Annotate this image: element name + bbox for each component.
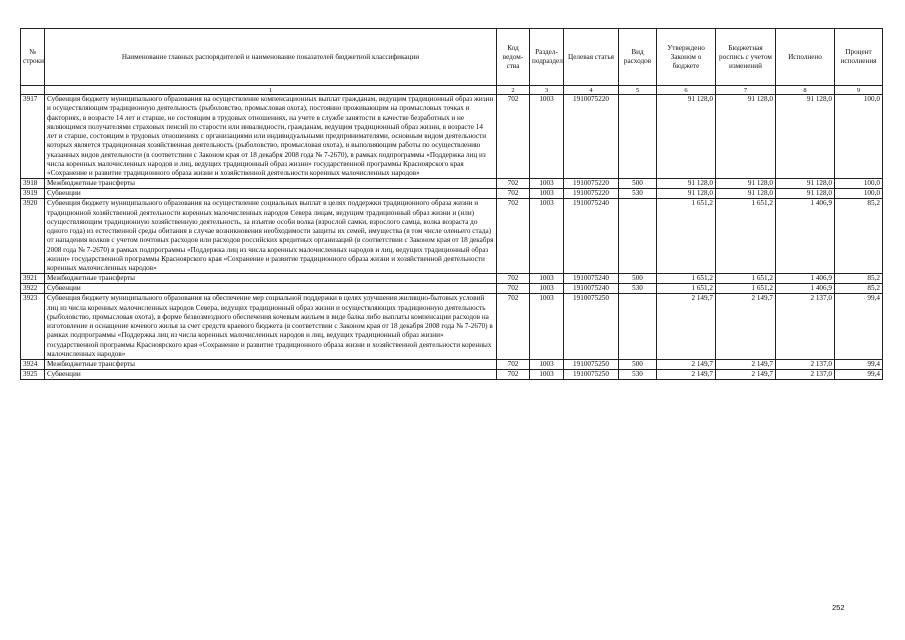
row-ved: 702 — [497, 274, 530, 284]
row-procent: 99,4 — [835, 370, 883, 380]
row-ispolneno: 91 128,0 — [776, 189, 835, 199]
row-utverzhdeno: 91 128,0 — [657, 179, 716, 189]
header-razdel: Раздел-подраздел — [530, 29, 564, 86]
row-utverzhdeno: 1 651,2 — [657, 199, 716, 274]
row-utverzhdeno: 2 149,7 — [657, 294, 716, 360]
row-ispolneno: 91 128,0 — [776, 95, 835, 179]
row-vid: 500 — [619, 179, 657, 189]
row-utverzhdeno: 91 128,0 — [657, 189, 716, 199]
row-utverzhdeno: 1 651,2 — [657, 274, 716, 284]
row-vid: 530 — [619, 370, 657, 380]
row-name: Межбюджетные трансферты — [45, 360, 497, 370]
table-row — [21, 294, 883, 360]
table-row — [21, 95, 883, 179]
row-number: 3920 — [21, 199, 45, 274]
row-name: Субвенции — [45, 284, 497, 294]
budget-table-sheet — [20, 28, 882, 380]
header-rospis: Бюджетная роспись с учетом изменений — [716, 29, 776, 86]
row-vid — [619, 95, 657, 179]
row-ispolneno: 1 406,9 — [776, 199, 835, 274]
header-celevaya: Целевая статья — [564, 29, 619, 86]
row-razdel: 1003 — [530, 95, 564, 179]
row-ved: 702 — [497, 199, 530, 274]
header-vid: Вид расходов — [619, 29, 657, 86]
row-procent: 100,0 — [835, 95, 883, 179]
row-razdel: 1003 — [530, 294, 564, 360]
header-utverzhdeno: Утверждено Законом о бюджете — [657, 29, 716, 86]
row-name: Субвенции — [45, 370, 497, 380]
row-ispolneno: 1 406,9 — [776, 274, 835, 284]
row-rospis: 2 149,7 — [716, 370, 776, 380]
row-name: Субвенции — [45, 189, 497, 199]
row-ispolneno: 1 406,9 — [776, 284, 835, 294]
row-razdel: 1003 — [530, 284, 564, 294]
colnum: 6 — [657, 86, 716, 95]
row-rospis: 2 149,7 — [716, 360, 776, 370]
row-vid: 530 — [619, 189, 657, 199]
row-procent: 85,2 — [835, 199, 883, 274]
row-razdel: 1003 — [530, 274, 564, 284]
row-celevaya: 1910075220 — [564, 95, 619, 179]
colnum: 7 — [716, 86, 776, 95]
row-celevaya: 1910075220 — [564, 179, 619, 189]
row-rospis: 91 128,0 — [716, 95, 776, 179]
table-row — [21, 284, 883, 294]
row-procent: 85,2 — [835, 284, 883, 294]
row-name: Межбюджетные трансферты — [45, 179, 497, 189]
table-row — [21, 179, 883, 189]
row-razdel: 1003 — [530, 370, 564, 380]
row-number: 3917 — [21, 95, 45, 179]
row-ved: 702 — [497, 284, 530, 294]
row-celevaya: 1910075240 — [564, 199, 619, 274]
colnum — [21, 86, 45, 95]
header-procent: Процент исполнения — [835, 29, 883, 86]
row-ved: 702 — [497, 95, 530, 179]
row-ispolneno: 91 128,0 — [776, 179, 835, 189]
row-rospis: 1 651,2 — [716, 274, 776, 284]
row-rospis: 1 651,2 — [716, 199, 776, 274]
row-vid: 500 — [619, 274, 657, 284]
row-name: Межбюджетные трансферты — [45, 274, 497, 284]
row-vid — [619, 294, 657, 360]
row-ved: 702 — [497, 179, 530, 189]
row-celevaya: 1910075250 — [564, 360, 619, 370]
row-procent: 100,0 — [835, 179, 883, 189]
row-procent: 99,4 — [835, 360, 883, 370]
row-ved: 702 — [497, 360, 530, 370]
row-procent: 99,4 — [835, 294, 883, 360]
row-name: Субвенция бюджету муниципального образования на осуществление компенсационных выплат гражданам, ведущим традиционный образ жизни и осуществляющим традиционную деятельность (рыболовство, промысловая охота), постоянно проживающим на промысловых точках и факториях, в возрасте 14 лет и старше, не состоящим в трудовых отношениях, на учете в службе занятости в качестве безработных и не являющимся получателями страховых пенсий по старости или инвалидности, гражданам, ведущим традиционный образ жизни, в возрасте 14 лет и старше, состоящим в трудовых отношениях с организациями или индивидуальными предпринимателями, основным видом деятельности которых является традиционная хозяйственная деятельность (рыболовство, промысловая охота), и выполняющим работы по осуществлению указанных видов деятельности (в соответствии с Законом края от 18 декабря 2008 года № 7-2670), в рамках подпрограммы «Поддержка лиц из числа коренных малочисленных народов и лиц, ведущих традиционный образ жизни» государственной программы Красноярского края «Сохранение и развитие традиционного образа жизни и хозяйственной деятельности коренных малочисленных народов» — [45, 95, 497, 179]
row-rospis: 2 149,7 — [716, 294, 776, 360]
table-header-row — [21, 29, 883, 86]
budget-table — [20, 28, 883, 380]
row-vid: 500 — [619, 360, 657, 370]
colnum: 3 — [530, 86, 564, 95]
row-ved: 702 — [497, 370, 530, 380]
row-ved: 702 — [497, 189, 530, 199]
row-celevaya: 1910075220 — [564, 189, 619, 199]
row-name: Субвенция бюджету муниципального образования на обеспечение мер социальной поддержки в целях улучшения жилищно-бытовых условий лиц из числа коренных малочисленных народов Севера, ведущих традиционный образ жизни и осуществляющих традиционную деятельность (рыболовство, промысловая охота), в форме безвозмездного обеспечения кочевым жильем в виде балка либо выплаты компенсации расходов на изготовление и оснащение кочевого жилья за счет средств краевого бюджета (в соответствии с Законом края от 18 декабря 2008 года № 7-2670) в рамках подпрограммы «Поддержка лиц из числа коренных малочисленных народов и лиц, ведущих традиционный образ жизни» государственной программы Красноярского края «Сохранение и развитие традиционного образа жизни и хозяйственной деятельности коренных малочисленных народов» — [45, 294, 497, 360]
row-utverzhdeno: 91 128,0 — [657, 95, 716, 179]
row-rospis: 91 128,0 — [716, 179, 776, 189]
table-row — [21, 370, 883, 380]
colnum: 4 — [564, 86, 619, 95]
row-ispolneno: 2 137,0 — [776, 294, 835, 360]
column-number-row — [21, 86, 883, 95]
table-row — [21, 199, 883, 274]
row-celevaya: 1910075240 — [564, 284, 619, 294]
colnum: 8 — [776, 86, 835, 95]
row-number: 3921 — [21, 274, 45, 284]
row-name: Субвенция бюджету муниципального образования на осуществление социальных выплат в целях поддержки традиционного образа жизни и традиционной хозяйственной деятельности коренных малочисленных народов Севера лицам, ведущим традиционный образ жизни и (или) осуществляющим традиционную хозяйственную деятельность, за изъятие особи волка (взрослой самки, взрослого самца, волка возраста до одного года) из естественной среды обитания в случае возникновения необходимости защиты их семей, имущества (в том числе оленьего стада) от нападения волков с учетом почтовых расходов или расходов российских кредитных организаций (в соответствии с Законом края от 18 декабря 2008 года № 7-2670) в рамках подпрограммы «Поддержка лиц из числа коренных малочисленных народов и лиц, ведущих традиционный образ жизни» государственной программы Красноярского края «Сохранение и развитие традиционного образа жизни и хозяйственной деятельности коренных малочисленных народов» — [45, 199, 497, 274]
row-number: 3919 — [21, 189, 45, 199]
page-number: 252 — [832, 603, 845, 612]
row-vid: 530 — [619, 284, 657, 294]
row-utverzhdeno: 2 149,7 — [657, 360, 716, 370]
row-ispolneno: 2 137,0 — [776, 360, 835, 370]
row-number: 3925 — [21, 370, 45, 380]
row-celevaya: 1910075250 — [564, 370, 619, 380]
row-rospis: 1 651,2 — [716, 284, 776, 294]
row-utverzhdeno: 1 651,2 — [657, 284, 716, 294]
row-utverzhdeno: 2 149,7 — [657, 370, 716, 380]
header-ved: Код ведом-ства — [497, 29, 530, 86]
row-procent: 100,0 — [835, 189, 883, 199]
row-ispolneno: 2 137,0 — [776, 370, 835, 380]
header-row-number: № строки — [21, 29, 45, 86]
header-name: Наименование главных распорядителей и наименование показателей бюджетной классификации — [45, 29, 497, 86]
row-number: 3922 — [21, 284, 45, 294]
row-ved: 702 — [497, 294, 530, 360]
row-vid — [619, 199, 657, 274]
row-procent: 85,2 — [835, 274, 883, 284]
colnum: 1 — [45, 86, 497, 95]
row-number: 3924 — [21, 360, 45, 370]
table-row — [21, 360, 883, 370]
row-celevaya: 1910075240 — [564, 274, 619, 284]
table-row — [21, 189, 883, 199]
row-razdel: 1003 — [530, 179, 564, 189]
colnum: 9 — [835, 86, 883, 95]
table-row — [21, 274, 883, 284]
colnum: 2 — [497, 86, 530, 95]
colnum: 5 — [619, 86, 657, 95]
row-razdel: 1003 — [530, 360, 564, 370]
row-number: 3923 — [21, 294, 45, 360]
row-razdel: 1003 — [530, 189, 564, 199]
row-celevaya: 1910075250 — [564, 294, 619, 360]
row-razdel: 1003 — [530, 199, 564, 274]
row-number: 3918 — [21, 179, 45, 189]
header-ispolneno: Исполнено — [776, 29, 835, 86]
row-rospis: 91 128,0 — [716, 189, 776, 199]
